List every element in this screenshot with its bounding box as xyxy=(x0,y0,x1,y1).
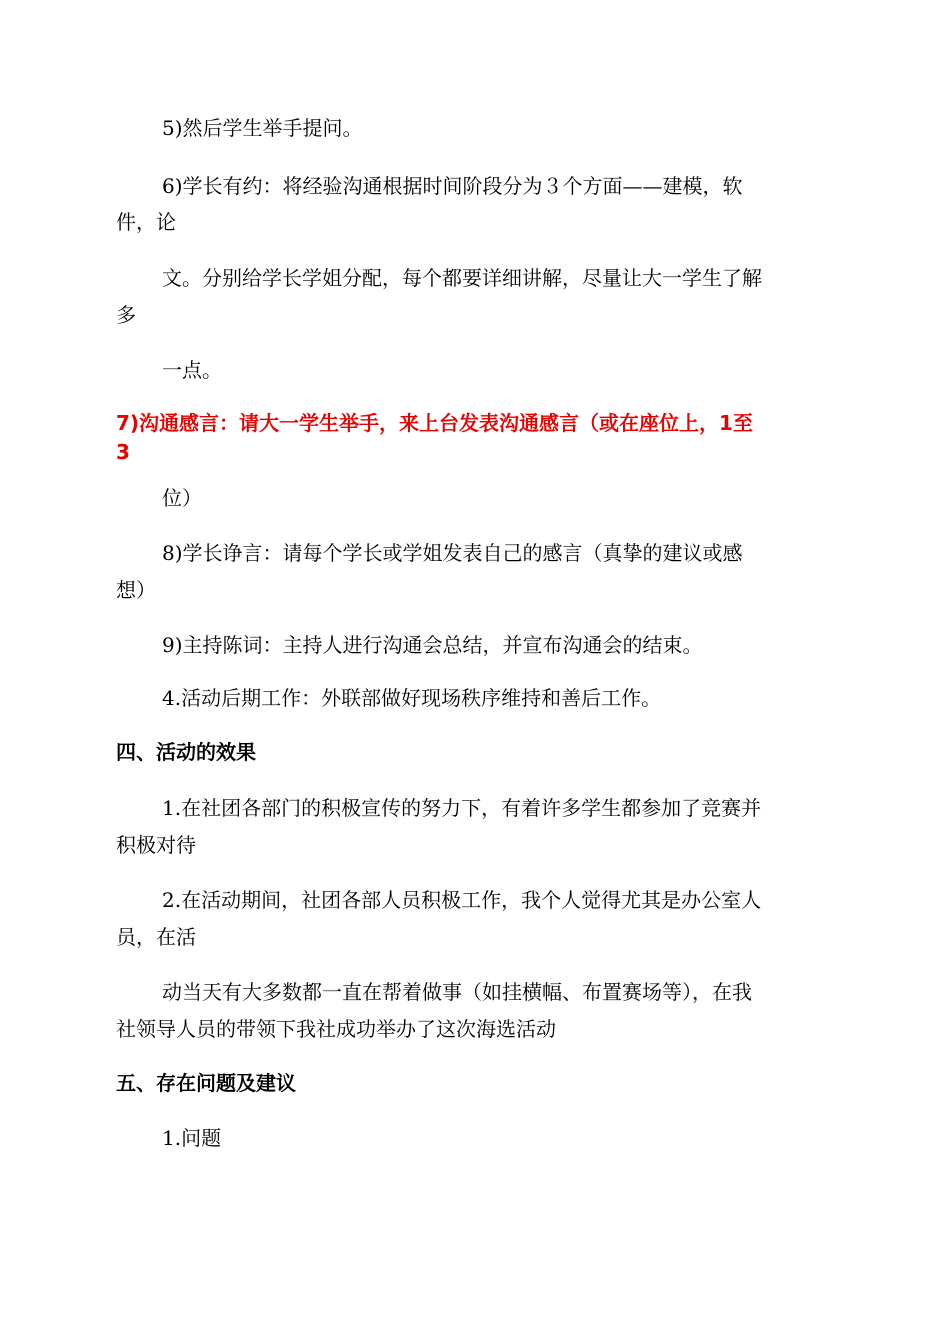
text-line: 1.在社团各部门的积极宣传的努力下，有着许多学生都参加了竞赛并 xyxy=(162,796,762,820)
paragraph-step-5 xyxy=(116,108,836,148)
paragraph-step-6-end xyxy=(116,350,836,390)
text-line: 3 xyxy=(116,440,130,464)
text-line: 2.在活动期间，社团各部人员积极工作，我个人觉得尤其是办公室人 xyxy=(162,888,762,912)
text-line: 位） xyxy=(162,486,202,510)
paragraph-effect-1 xyxy=(116,788,836,828)
text-line: 社领导人员的带领下我社成功举办了这次海选活动 xyxy=(116,1017,556,1041)
text-line: 文。分别给学长学姐分配，每个都要详细讲解，尽量让大一学生了解 xyxy=(162,266,762,290)
text-line: 8)学长诤言：请每个学长或学姐发表自己的感言（真挚的建议或感 xyxy=(162,541,743,565)
paragraph-step-6-cont xyxy=(116,258,836,298)
highlight-step-7-wrap xyxy=(116,432,836,472)
text-line: 1.问题 xyxy=(162,1126,222,1150)
section-heading-5 xyxy=(116,1063,836,1103)
paragraph-step-6-cont-wrap xyxy=(116,295,836,335)
paragraph-step-9 xyxy=(116,625,836,665)
text-line: 五、存在问题及建议 xyxy=(116,1071,296,1095)
text-line: 9)主持陈词：主持人进行沟通会总结，并宣布沟通会的结束。 xyxy=(162,633,703,657)
text-line: 动当天有大多数都一直在帮着做事（如挂横幅、布置赛场等），在我 xyxy=(162,980,752,1004)
paragraph-step-7-end xyxy=(116,478,836,518)
text-line: 想） xyxy=(116,578,156,602)
text-line: 多 xyxy=(116,303,136,327)
text-line: 4.活动后期工作：外联部做好现场秩序维持和善后工作。 xyxy=(162,686,662,710)
paragraph-step-6 xyxy=(116,166,836,206)
paragraph-item-4 xyxy=(116,678,836,718)
paragraph-step-8 xyxy=(116,533,836,573)
paragraph-effect-2-wrap xyxy=(116,917,836,957)
paragraph-problem-1 xyxy=(116,1118,836,1158)
section-heading-4 xyxy=(116,732,836,772)
text-line: 7)沟通感言：请大一学生举手，来上台发表沟通感言（或在座位上，1至 xyxy=(116,411,753,435)
paragraph-effect-1-wrap xyxy=(116,825,836,865)
paragraph-step-6-wrap xyxy=(116,202,836,242)
text-line: 员，在活 xyxy=(116,925,196,949)
text-line: 四、活动的效果 xyxy=(116,740,256,764)
text-line: 5)然后学生举手提问。 xyxy=(162,116,363,140)
paragraph-effect-2-cont-wrap xyxy=(116,1009,836,1049)
text-line: 6)学长有约：将经验沟通根据时间阶段分为３个方面——建模，软 xyxy=(162,174,743,198)
paragraph-step-8-wrap xyxy=(116,570,836,610)
text-line: 件，论 xyxy=(116,210,176,234)
paragraph-effect-2-cont xyxy=(116,972,836,1012)
text-line: 积极对待 xyxy=(116,833,196,857)
text-line: 一点。 xyxy=(162,358,222,382)
paragraph-effect-2 xyxy=(116,880,836,920)
